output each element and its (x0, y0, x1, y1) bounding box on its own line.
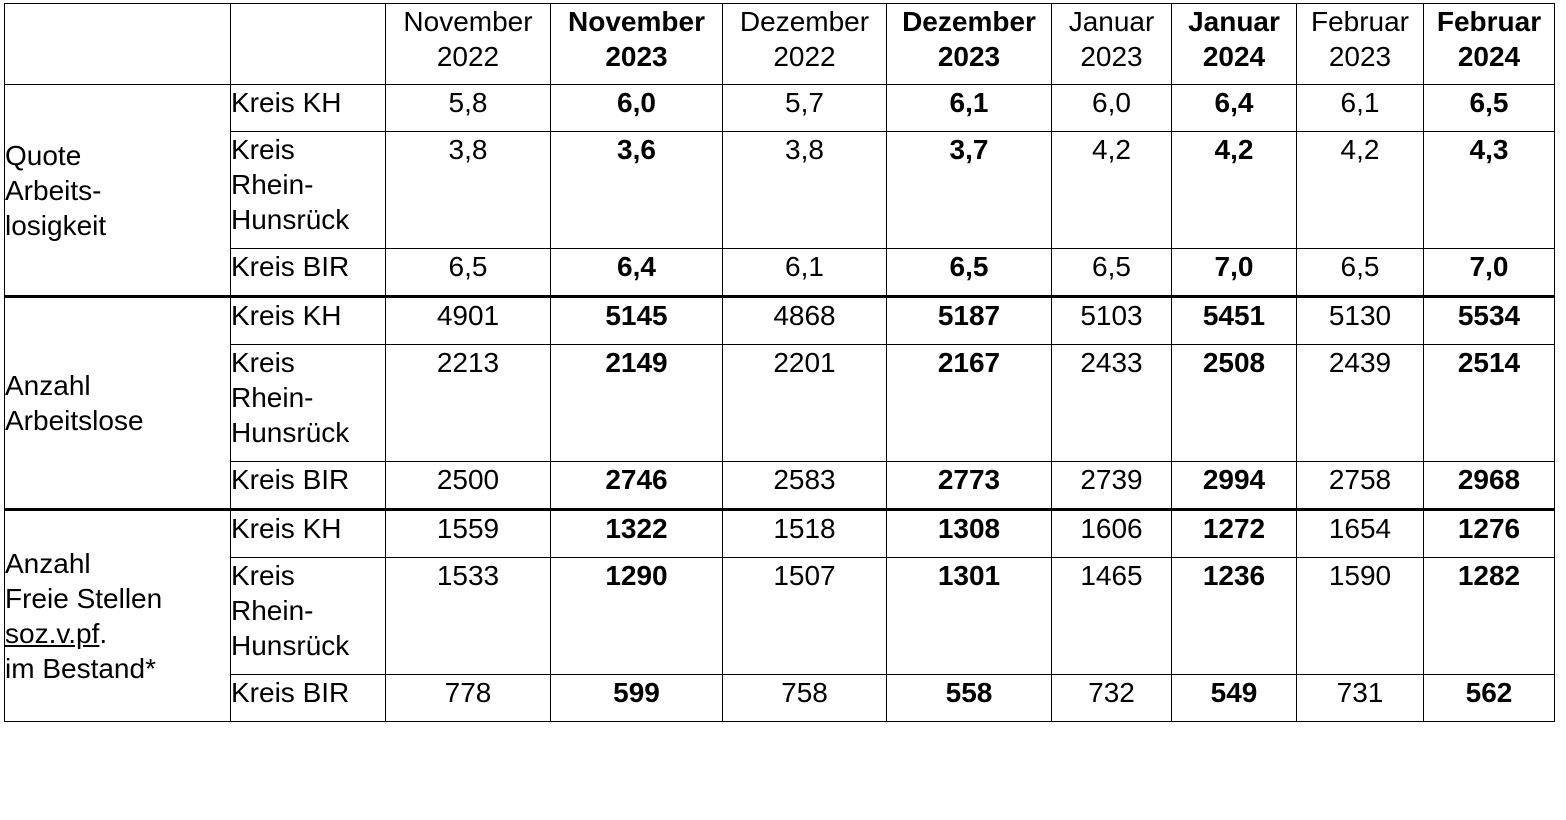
column-header-month: Dezember (739, 6, 870, 37)
value-cell: 2149 (551, 345, 723, 462)
kreis-label (231, 297, 386, 345)
value-cell: 1322 (551, 510, 723, 558)
value-cell: 7,0 (1424, 249, 1555, 297)
group-label-line: Arbeitslose (5, 405, 144, 436)
value-cell: 6,0 (551, 85, 723, 132)
kreis-label-line: Kreis BIR (231, 677, 350, 708)
value-cell: 5187 (887, 297, 1052, 345)
value-cell: 2994 (1172, 462, 1297, 510)
kreis-label-line: Kreis KH (231, 513, 342, 544)
column-header-year: 2024 (1457, 41, 1521, 72)
table-row (5, 675, 1555, 722)
value-cell: 2583 (723, 462, 887, 510)
value-cell: 2500 (386, 462, 551, 510)
value-cell: 731 (1297, 675, 1424, 722)
value-cell: 1559 (386, 510, 551, 558)
column-header-year: 2023 (1328, 41, 1392, 72)
value-cell: 7,0 (1172, 249, 1297, 297)
value-cell: 2746 (551, 462, 723, 510)
kreis-label-line: Hunsrück (231, 630, 350, 661)
group-label (5, 297, 231, 510)
value-cell: 4,2 (1052, 132, 1172, 249)
value-cell: 599 (551, 675, 723, 722)
value-cell: 5,8 (386, 85, 551, 132)
value-cell: 4,2 (1297, 132, 1424, 249)
value-cell: 562 (1424, 675, 1555, 722)
group-label-line: Freie Stellen (5, 583, 163, 614)
kreis-label (231, 510, 386, 558)
value-cell: 3,8 (723, 132, 887, 249)
column-header-3 (887, 4, 1052, 85)
kreis-label (231, 345, 386, 462)
group-label (5, 85, 231, 297)
column-header-4 (1052, 4, 1172, 85)
value-cell: 1507 (723, 558, 887, 675)
value-cell: 2968 (1424, 462, 1555, 510)
value-cell: 4901 (386, 297, 551, 345)
kreis-label-line: Rhein- (231, 382, 314, 413)
column-header-year: 2024 (1202, 41, 1266, 72)
value-cell: 2201 (723, 345, 887, 462)
table-row (5, 85, 1555, 132)
value-cell: 1236 (1172, 558, 1297, 675)
kreis-label-line: Kreis (231, 560, 295, 591)
unemployment-statistics-table (4, 3, 1555, 722)
value-cell: 1308 (887, 510, 1052, 558)
kreis-label-line: Rhein- (231, 169, 314, 200)
value-cell: 2514 (1424, 345, 1555, 462)
value-cell: 5145 (551, 297, 723, 345)
kreis-label (231, 462, 386, 510)
table-row (5, 132, 1555, 249)
value-cell: 6,5 (1424, 85, 1555, 132)
value-cell: 2433 (1052, 345, 1172, 462)
value-cell: 6,5 (887, 249, 1052, 297)
value-cell: 2773 (887, 462, 1052, 510)
value-cell: 6,0 (1052, 85, 1172, 132)
value-cell: 5130 (1297, 297, 1424, 345)
value-cell: 5,7 (723, 85, 887, 132)
table-body (5, 85, 1555, 722)
value-cell: 1290 (551, 558, 723, 675)
column-header-year: 2022 (773, 41, 836, 72)
kreis-label-line: Kreis (231, 347, 295, 378)
column-header-7 (1424, 4, 1555, 85)
value-cell: 3,8 (386, 132, 551, 249)
group-label-line: losigkeit (5, 209, 107, 241)
kreis-label-line: Hunsrück (231, 204, 350, 235)
column-header-year: 2023 (1080, 41, 1143, 72)
value-cell: 1465 (1052, 558, 1172, 675)
column-header-month: Januar (1188, 6, 1280, 37)
column-header-year: 2023 (605, 41, 668, 72)
kreis-label-line: Kreis BIR (231, 464, 350, 495)
table-row (5, 462, 1555, 510)
value-cell: 6,4 (551, 249, 723, 297)
value-cell: 2439 (1297, 345, 1424, 462)
column-header-5 (1172, 4, 1297, 85)
value-cell: 2167 (887, 345, 1052, 462)
value-cell: 4,2 (1172, 132, 1297, 249)
column-header-month: Februar (1310, 6, 1410, 37)
kreis-label-line: Kreis KH (231, 87, 342, 118)
column-header-month: November (568, 6, 705, 37)
kreis-label (231, 558, 386, 675)
column-header-6 (1297, 4, 1424, 85)
kreis-label-line: Rhein- (231, 595, 314, 626)
table-row (5, 345, 1555, 462)
value-cell: 1590 (1297, 558, 1424, 675)
value-cell: 2213 (386, 345, 551, 462)
group-label-line: Anzahl (5, 370, 91, 401)
value-cell: 5451 (1172, 297, 1297, 345)
value-cell: 1606 (1052, 510, 1172, 558)
kreis-label (231, 132, 386, 249)
value-cell: 558 (887, 675, 1052, 722)
table-row (5, 558, 1555, 675)
value-cell: 1276 (1424, 510, 1555, 558)
column-header-month: November (403, 6, 533, 37)
value-cell: 778 (386, 675, 551, 722)
value-cell: 2758 (1297, 462, 1424, 510)
value-cell: 1533 (386, 558, 551, 675)
column-header-month: Dezember (902, 6, 1036, 37)
kreis-label-line: Kreis BIR (231, 251, 350, 282)
value-cell: 4868 (723, 297, 887, 345)
column-header-year: 2023 (937, 41, 1001, 72)
kreis-label (231, 85, 386, 132)
value-cell: 1518 (723, 510, 887, 558)
kreis-label-line: Kreis KH (231, 300, 342, 331)
value-cell: 1272 (1172, 510, 1297, 558)
value-cell: 1654 (1297, 510, 1424, 558)
corner-cell (5, 4, 231, 85)
column-header-1 (551, 4, 723, 85)
column-header-year: 2022 (436, 41, 500, 72)
value-cell: 3,6 (551, 132, 723, 249)
group-label-line: Anzahl (5, 548, 91, 579)
kreis-label-line: Kreis (231, 134, 295, 165)
value-cell: 4,3 (1424, 132, 1555, 249)
value-cell: 6,5 (386, 249, 551, 297)
table-row (5, 297, 1555, 345)
table-row (5, 249, 1555, 297)
value-cell: 6,1 (887, 85, 1052, 132)
group-label (5, 510, 231, 722)
group-label-line: Quote (5, 139, 82, 171)
value-cell: 5103 (1052, 297, 1172, 345)
group-label-line: Arbeits- (5, 174, 102, 206)
column-header-month: Februar (1436, 6, 1542, 37)
value-cell: 1282 (1424, 558, 1555, 675)
header-row (5, 4, 1555, 85)
value-cell: 6,5 (1297, 249, 1424, 297)
kreis-header-cell (231, 4, 386, 85)
kreis-label (231, 675, 386, 722)
value-cell: 2508 (1172, 345, 1297, 462)
value-cell: 3,7 (887, 132, 1052, 249)
value-cell: 6,1 (1297, 85, 1424, 132)
value-cell: 549 (1172, 675, 1297, 722)
column-header-month: Januar (1068, 6, 1155, 37)
value-cell: 6,1 (723, 249, 887, 297)
value-cell: 1301 (887, 558, 1052, 675)
value-cell: 5534 (1424, 297, 1555, 345)
kreis-label-line: Hunsrück (231, 417, 350, 448)
group-label-line: soz.v.pf. (5, 618, 108, 649)
group-label-line: im Bestand* (5, 653, 156, 684)
value-cell: 2739 (1052, 462, 1172, 510)
table-row (5, 510, 1555, 558)
column-header-0 (386, 4, 551, 85)
value-cell: 6,5 (1052, 249, 1172, 297)
kreis-label (231, 249, 386, 297)
value-cell: 6,4 (1172, 85, 1297, 132)
value-cell: 758 (723, 675, 887, 722)
value-cell: 732 (1052, 675, 1172, 722)
column-header-2 (723, 4, 887, 85)
